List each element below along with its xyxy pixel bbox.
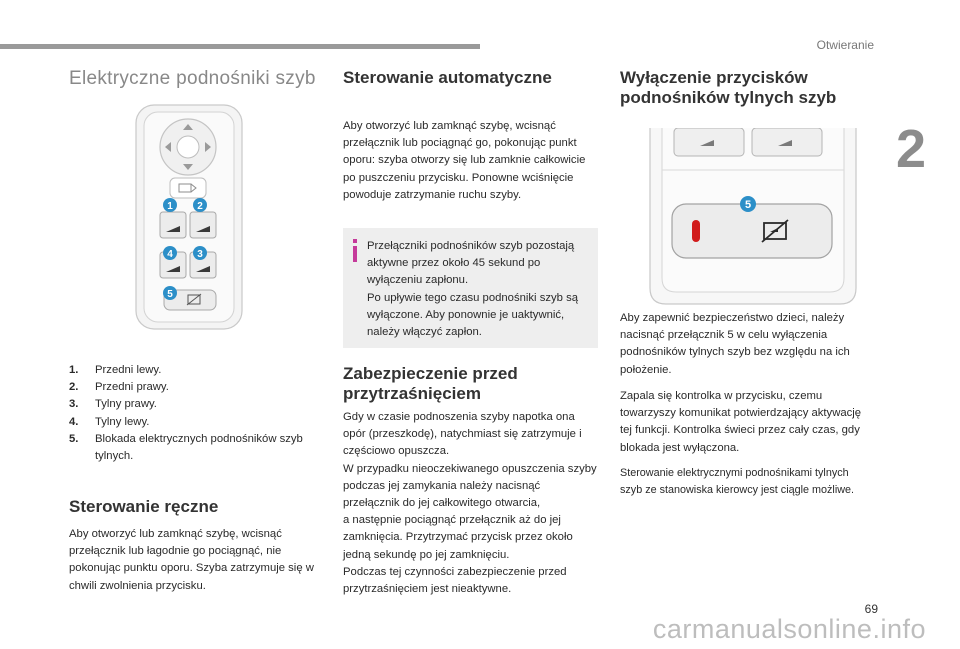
rear-lock-switch-illustration [640,128,866,306]
svg-text:4: 4 [167,249,173,260]
manual-control-heading: Sterowanie ręczne [69,497,219,516]
svg-text:5: 5 [744,199,752,211]
page-title: Elektryczne podnośniki szyb [69,68,316,89]
legend-item: 3. Tylny prawy. [69,398,157,411]
callout-5 [163,286,177,300]
window-switch-panel-figure [130,102,248,332]
auto-control-text: Aby otworzyć lub zamknąć szybę, wcisnąć przełącznik lub pociągnąć go, pokonując punkt oporu: szyba otworzy się lub zamknie całkowicie po puszczeniu przycisku. Ponowne wciśnięcie powoduje zatrzymanie ruchu szyby. [343,120,586,201]
header-rule [0,44,480,49]
callout-2 [193,198,207,212]
rear-lock-heading: Wyłączenie przycisków podnośników tylnych szyb [620,68,837,107]
legend-item: 5. Blokada elektrycznych podnośników szyb tylnych. [69,432,303,463]
window-switch-panel-illustration [130,102,248,332]
rear-lock-text-1: Aby zapewnić bezpieczeństwo dzieci, należy nacisnąć przełącznik 5 w celu wyłączenia podnośników tylnych szyb bez względu na ich położenie. [620,312,850,376]
svg-text:5: 5 [167,289,173,300]
callout-3 [193,246,207,260]
watermark: carmanualsonline.info [652,614,926,644]
anti-pinch-heading: Zabezpieczenie przed przytrzaśnięciem [343,364,518,403]
rear-lock-text-2: Zapala się kontrolka w przycisku, czemu towarzyszy komunikat potwierdzający aktywację tej funkcji. Kontrolka świeci przez cały czas, gdy blokada jest wyłączona. [620,390,862,454]
callout-4 [163,246,177,260]
info-box [343,228,598,348]
svg-text:1: 1 [167,201,173,212]
page-number: 69 [864,602,878,616]
svg-text:3: 3 [197,249,203,260]
rear-lock-switch-figure [640,128,866,306]
svg-text:2: 2 [197,201,203,212]
info-box-text: Przełączniki podnośników szyb pozostają aktywne przez około 45 sekund po wyłączeniu zapłonu. Po upływie tego czasu podnośniki szyb są wyłączone. Aby ponownie je uaktywnić, należy włączyć zapłon. [367,240,578,339]
info-icon [352,239,358,262]
section-label: Otwieranie [816,38,874,52]
switch-legend-list [69,362,324,465]
manual-control-text: Aby otworzyć lub zamknąć szybę, wcisnąć przełącznik lub łagodnie go pociągnąć, nie pokonując punktu oporu. Szyba zatrzymuje się w chwili zwolnienia przycisku. [69,528,314,592]
anti-pinch-text: Gdy w czasie podnoszenia szyby napotka ona opór (przeszkodę), natychmiast się zatrzymuje i częściowo opuszcza. W przypadku nieoczekiwanego opuszczenia szyby podczas jej zamykania należy nacisnąć przełącznik do jej całkowitego otwarcia, a następnie pociągnąć przełącznik aż do jej zamknięcia. Przytrzymać przycisk przez około jedną sekundę po jej zamknięciu. Podczas tej czynności zabezpieczenie przed przytrzaśnięciem jest nieaktywne. [343,411,597,596]
legend-item: 2. Przedni prawy. [69,381,169,394]
chapter-number: 2 [895,119,926,179]
callout-1 [163,198,177,212]
rear-lock-text-3: Sterowanie elektrycznymi podnośnikami tylnych szyb ze stanowiska kierowcy jest ciągle możliwe. [620,467,855,497]
callout-5-rear [740,196,756,212]
legend-item: 1. Przedni lewy. [69,364,162,376]
auto-control-heading: Sterowanie automatyczne [343,68,552,87]
legend-item: 4. Tylny lewy. [69,415,150,428]
